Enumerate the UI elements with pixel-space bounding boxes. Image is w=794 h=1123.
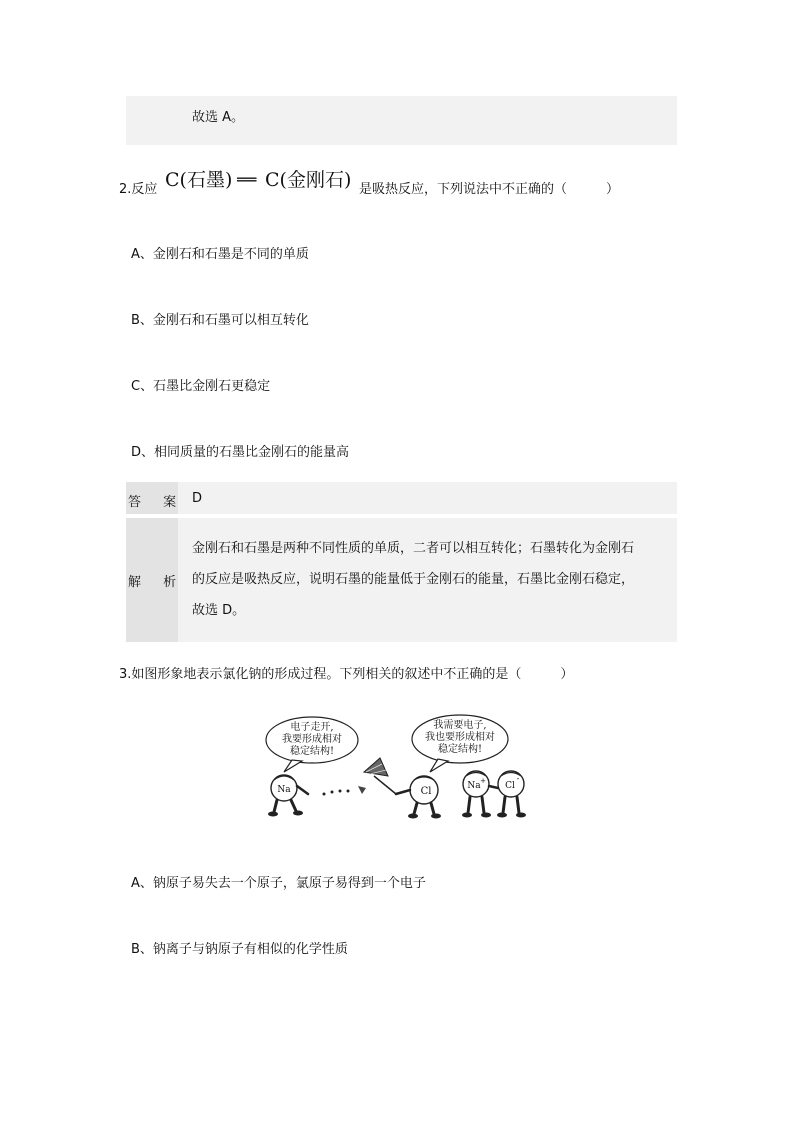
sodium-atom-label: Na <box>277 785 291 795</box>
formula-equals: ══ <box>237 170 257 189</box>
option-2c: C、石墨比金刚石更稳定 <box>131 379 271 394</box>
option-2b: B、金刚石和石墨可以相互转化 <box>131 313 309 328</box>
sodium-ion-label: Na <box>467 781 481 791</box>
chlorine-atom-character <box>396 776 441 819</box>
option-3b: B、钠离子与钠原子有相似的化学性质 <box>131 942 348 957</box>
bubble-left-line-3: 稳定结构! <box>289 746 335 757</box>
analysis-text <box>192 533 676 626</box>
analysis-line-2: 的反应是吸热反应，说明石墨的能量低于金刚石的能量，石墨比金刚石稳定， <box>192 572 635 587</box>
bubble-right-line-1: 我需要电子, <box>433 720 487 731</box>
speech-bubble-right <box>412 715 508 772</box>
bubble-left-line-1: 电子走开, <box>290 722 334 733</box>
chloride-ion-charge: - <box>516 774 520 783</box>
analysis-row <box>126 518 677 642</box>
question-2-prefix: 2.反应 <box>119 182 158 197</box>
previous-analysis-box <box>126 96 677 145</box>
analysis-line-3: 故选 D。 <box>192 603 246 618</box>
previous-conclusion: 故选 A。 <box>192 110 245 125</box>
speech-bubble-left <box>266 717 358 772</box>
option-3a: A、钠原子易失去一个原子，氯原子易得到一个电子 <box>131 876 426 891</box>
electron-trail <box>323 790 350 796</box>
answer-row <box>126 482 677 514</box>
chlorine-atom-label: Cl <box>420 786 432 797</box>
formula-diamond: C(金刚石) <box>265 169 352 191</box>
option-2a: A、金刚石和石墨是不同的单质 <box>131 247 309 262</box>
electron-net <box>358 758 396 794</box>
question-2-suffix: 是吸热反应，下列说法中不正确的（ ） <box>359 182 620 197</box>
bubble-right-line-2: 我也要形成相对 <box>425 732 495 743</box>
question-2-stem <box>119 170 679 198</box>
analysis-label: 解 析 <box>128 575 186 590</box>
sodium-atom-character <box>268 775 308 817</box>
chloride-ion-character <box>497 771 526 818</box>
answer-value: D <box>192 491 203 506</box>
sodium-ion-charge: + <box>480 777 486 785</box>
answer-label: 答 案 <box>128 495 186 510</box>
option-2d: D、相同质量的石墨比金刚石的能量高 <box>131 445 350 460</box>
formula-graphite: C(石墨) <box>165 169 233 191</box>
question-3-stem: 3.如图形象地表示氯化钠的形成过程。下列相关的叙述中不正确的是（ ） <box>119 667 574 682</box>
bubble-left-line-2: 我要形成相对 <box>282 734 342 745</box>
nacl-formation-illustration <box>262 714 536 822</box>
bubble-right-line-3: 稳定结构! <box>437 744 483 755</box>
sodium-ion-character <box>462 771 498 818</box>
analysis-line-1: 金刚石和石墨是两种不同性质的单质，二者可以相互转化；石墨转化为金刚石 <box>192 541 635 556</box>
chloride-ion-label: Cl <box>505 781 515 791</box>
